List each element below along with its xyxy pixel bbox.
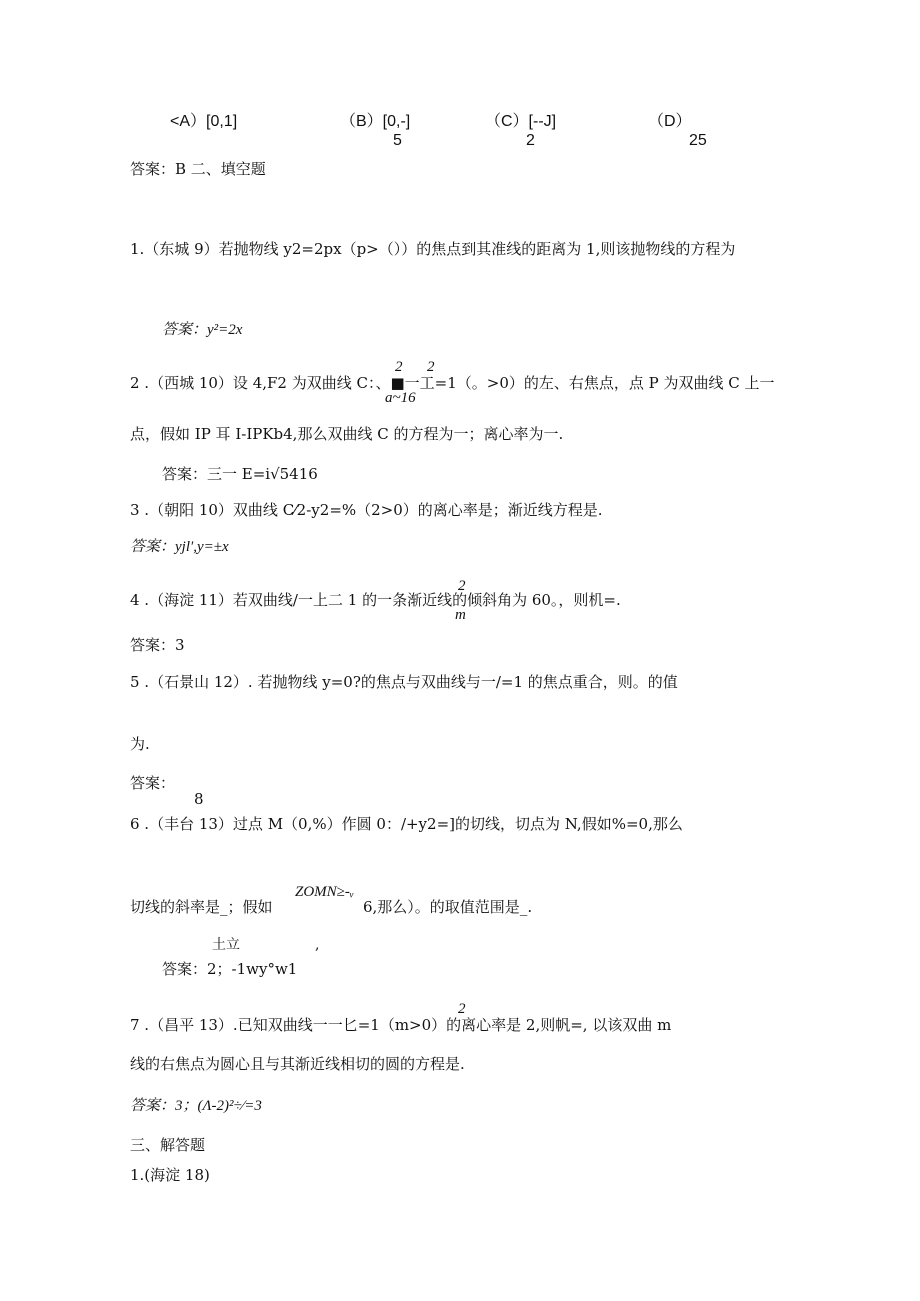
q2-line2: 点，假如 IP 耳 I-IPKb4,那么双曲线 C 的方程为一；离心率为一. <box>130 425 564 443</box>
option-c: （C）[--J] <box>485 113 557 130</box>
q4-answer: 答案：3 <box>130 636 185 654</box>
q5-text: 5 .（石景山 12）. 若抛物线 y=0?的焦点与双曲线与一/=1 的焦点重合，则。的值 <box>130 673 678 691</box>
q2-subscript: a~16 <box>385 390 416 406</box>
option-b: （B）[0,-] <box>340 113 411 130</box>
q4-text: 4 .（海淀 11）若双曲线/一上二 1 的一条渐近线的倾斜角为 60。，则机=. <box>130 591 621 609</box>
q8-text: 1.(海淀 18) <box>130 1166 210 1184</box>
q5-line2: 为. <box>130 735 150 753</box>
option-d-subscript: 25 <box>689 132 707 149</box>
q6-line2-end: 6,那么）。的取值范围是_. <box>363 898 533 916</box>
section-3-title: 三、解答题 <box>130 1136 206 1154</box>
q2-superscript-1: 2 <box>395 359 403 375</box>
q5-answer-value: 8 <box>194 790 204 808</box>
q7-text: 7 .（昌平 13）.已知双曲线一一匕=1（m>0）的离心率是 2,则帆=, 以该双曲 m <box>130 1016 672 1034</box>
q3-answer: 答案：yjl′,y=±x <box>130 539 229 555</box>
q2-text: 2 .（西城 10）设 4,F2 为双曲线 C：、■一工=1（。>0）的左、右焦点，点 P 为双曲线 C 上一 <box>130 374 775 392</box>
q6-condition: ZOMN≥-ᵥ <box>295 884 355 900</box>
q3-text: 3 .（朝阳 10）双曲线 C⁄2-y2=%（2>0）的离心率是；渐近线方程是. <box>130 501 603 519</box>
q7-superscript: 2 <box>458 1001 466 1017</box>
option-c-subscript: 2 <box>526 132 535 149</box>
q6-noise-text-b: , <box>315 937 320 953</box>
q7-answer: 答案：3；(Λ-2)²÷⁄=3 <box>130 1098 262 1114</box>
q1-text: 1.（东城 9）若抛物线 y2=2px（p>（））的焦点到其准线的距离为 1,则该抛物线的方程为 <box>130 240 736 258</box>
q7-line2: 线的右焦点为圆心且与其渐近线相切的圆的方程是. <box>130 1055 465 1073</box>
option-d: （D） <box>648 113 692 130</box>
q5-answer: 答案： <box>130 774 176 792</box>
q6-noise-text-a: 土立 <box>212 937 240 953</box>
q4-superscript: 2 <box>458 578 466 594</box>
q6-line2-start: 切线的斜率是_；假如 <box>130 898 273 916</box>
answer-b-section-title: 答案：B 二、填空题 <box>130 160 266 178</box>
q6-answer: 答案：2；-1wy°w1 <box>162 960 298 978</box>
q2-superscript-2: 2 <box>427 359 435 375</box>
q1-answer: 答案：y²=2x <box>162 322 243 338</box>
q2-answer: 答案：三一 E=i√5416 <box>162 465 318 483</box>
option-a: <A）[0,1] <box>170 113 238 130</box>
q6-text: 6 .（丰台 13）过点 M（0,%）作圆 0：/+y2=]的切线，切点为 N,假如%=0,那么 <box>130 815 683 833</box>
option-b-subscript: 5 <box>393 132 402 149</box>
q4-subscript: m <box>455 607 466 623</box>
